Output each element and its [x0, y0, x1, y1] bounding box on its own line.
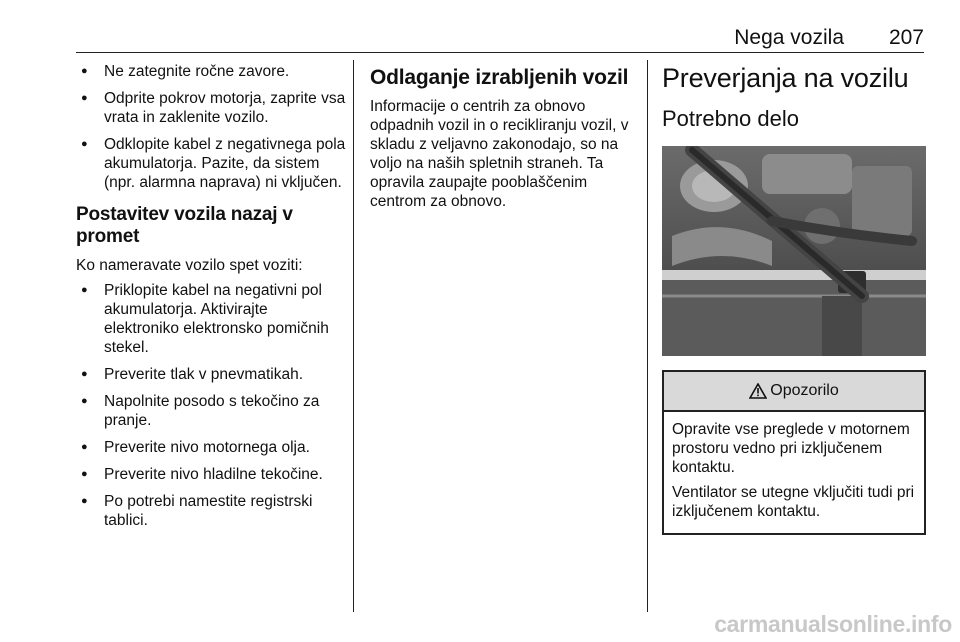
warning-paragraph: Opravite vse preglede v motornem prostoru vedno pri izključenem kontaktu.	[672, 421, 910, 476]
warning-paragraph: Ventilator se utegne vključiti tudi pri izključenem kontaktu.	[672, 484, 915, 520]
section-heading: Odlaganje izrabljenih vozil	[370, 66, 629, 89]
chapter-title: Nega vozila	[734, 26, 844, 49]
list-item: ● Ne zategnite ročne zavore.	[76, 62, 346, 81]
intro-text: Ko nameravate vozilo spet voziti:	[76, 257, 303, 274]
list-item: ● Priklopite kabel na negativni pol akumulatorja. Aktivirajte elektroniko elektronsko pomičnih stekel.	[76, 281, 346, 357]
warning-header	[664, 372, 924, 412]
bullet-list-bottom	[76, 281, 346, 530]
page-number: 207	[888, 26, 924, 49]
chapter-heading: Preverjanja na vozilu	[662, 63, 909, 93]
warning-label: Opozorilo	[770, 382, 839, 399]
list-item: ● Preverite nivo motornega olja.	[76, 438, 346, 457]
engine-hood-photo	[662, 146, 926, 356]
warning-box	[662, 370, 926, 535]
list-item: ● Po potrebi namestite registrski tablici.	[76, 492, 346, 530]
list-item: ● Odklopite kabel z negativnega pola akumulatorja. Pazite, da sistem (npr. alarmna naprava) ni vključen.	[76, 135, 346, 192]
column-right	[662, 62, 926, 535]
section-heading: Postavitev vozila nazaj v promet	[76, 204, 293, 247]
sub-heading: Potrebno delo	[662, 106, 799, 131]
body-text: Informacije o centrih za obnovo odpadnih vozil in o recikliranju vozil, v skladu z veljavno zakonodajo, so na voljo na naših spletnih straneh. Ta opravila zaupajte pooblaščenim centrom za obnovo.	[370, 98, 629, 210]
warning-body	[664, 412, 924, 533]
warning-triangle-icon	[749, 383, 767, 399]
list-item: ● Preverite tlak v pnevmatikah.	[76, 365, 346, 384]
list-item: ● Napolnite posodo s tekočino za pranje.	[76, 392, 346, 430]
column-middle	[370, 62, 638, 217]
column-left	[76, 62, 346, 538]
list-item: ● Preverite nivo hladilne tekočine.	[76, 465, 346, 484]
watermark: carmanualsonline.info	[714, 611, 952, 637]
list-item: ● Odprite pokrov motorja, zaprite vsa vrata in zaklenite vozilo.	[76, 89, 346, 127]
page-header	[76, 22, 924, 53]
bullet-list-top	[76, 62, 346, 192]
column-divider	[647, 60, 648, 612]
column-divider	[353, 60, 354, 612]
